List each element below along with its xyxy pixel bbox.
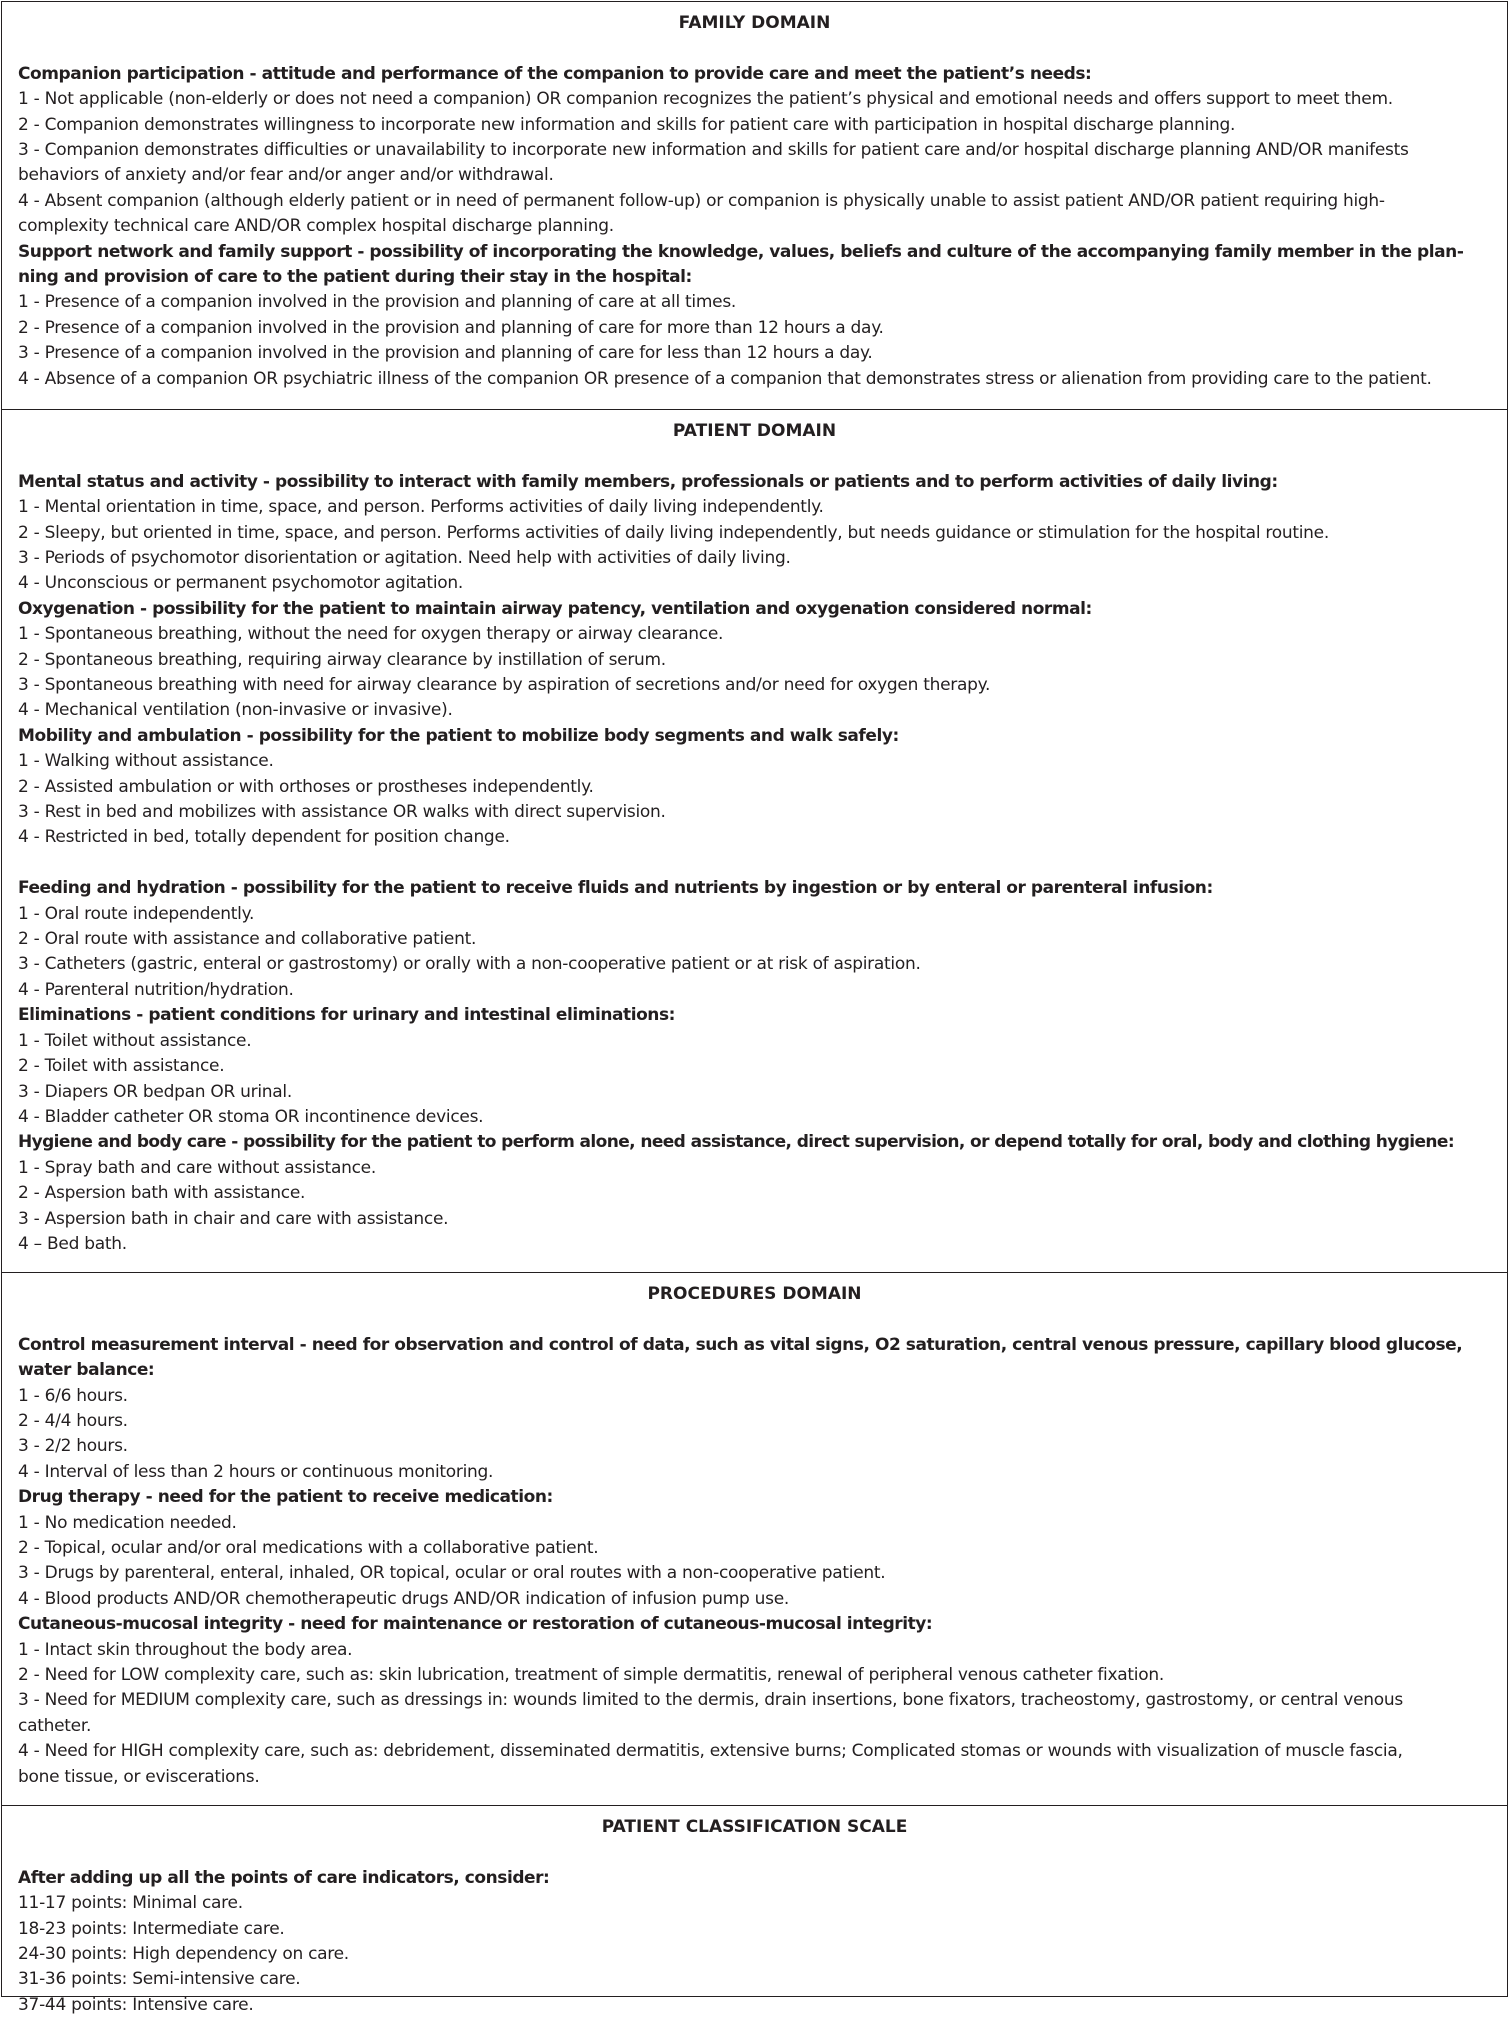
mobility-item: 1 - Walking without assistance. — [18, 751, 274, 772]
drug-therapy-item: 3 - Drugs by parenteral, enteral, inhaled, OR topical, ocular or oral routes with a non-cooperative patient. — [18, 1563, 886, 1584]
oxygenation-item: 2 - Spontaneous breathing, requiring airway clearance by instillation of serum. — [18, 649, 666, 670]
mental-status-item: 1 - Mental orientation in time, space, and person. Performs activities of daily living independently. — [18, 497, 824, 518]
family-domain-section — [2, 11, 1507, 410]
mental-status-heading: Mental status and activity - possibility to interact with family members, professionals or patients and to perform activities of daily living: — [18, 471, 1278, 492]
cutaneous-integrity-item: 1 - Intact skin throughout the body area. — [18, 1639, 353, 1660]
support-item: 2 - Presence of a companion involved in the provision and planning of care for more than 12 hours a day. — [18, 317, 884, 338]
feeding-item: 2 - Oral route with assistance and collaborative patient. — [18, 929, 477, 950]
control-interval-item: 4 - Interval of less than 2 hours or continuous monitoring. — [18, 1461, 494, 1482]
mental-status-item: 3 - Periods of psychomotor disorientation or agitation. Need help with activities of daily living. — [18, 548, 791, 568]
cutaneous-integrity-item: bone tissue, or eviscerations. — [18, 1766, 260, 1787]
control-interval-heading: water balance: — [18, 1360, 155, 1381]
control-interval-item: 1 - 6/6 hours. — [18, 1385, 128, 1406]
companion-item: complexity technical care AND/OR complex hospital discharge planning. — [18, 216, 614, 237]
mobility-item: 2 - Assisted ambulation or with orthoses or prostheses independently. — [18, 776, 594, 797]
feeding-heading: Feeding and hydration - possibility for the patient to receive fluids and nutrients by ingestion or by enteral or parenteral infusion: — [18, 878, 1213, 899]
scale-heading: After adding up all the points of care indicators, consider: — [18, 1867, 550, 1888]
eliminations-item: 3 - Diapers OR bedpan OR urinal. — [18, 1081, 292, 1102]
scale-item: 18-23 points: Intermediate care. — [18, 1918, 285, 1939]
oxygenation-item: 3 - Spontaneous breathing with need for airway clearance by aspiration of secretions and/or need for oxygen therapy. — [18, 675, 991, 696]
cutaneous-integrity-item: 4 - Need for HIGH complexity care, such as: debridement, disseminated dermatitis, extensive burns; Complicated stomas or wounds with visualization of muscle fascia, — [18, 1741, 1403, 1762]
hygiene-item: 2 - Aspersion bath with assistance. — [18, 1183, 306, 1204]
eliminations-item: 4 - Bladder catheter OR stoma OR incontinence devices. — [18, 1106, 484, 1127]
hygiene-item: 4 – Bed bath. — [18, 1233, 127, 1254]
cutaneous-integrity-item: 2 - Need for LOW complexity care, such as: skin lubrication, treatment of simple dermatitis, renewal of peripheral venous catheter fixation. — [18, 1665, 1164, 1686]
patient-domain-section — [2, 419, 1507, 1273]
family-domain-title: FAMILY DOMAIN — [678, 13, 831, 33]
scale-item: 37-44 points: Intensive care. — [18, 1994, 254, 2015]
scale-item: 24-30 points: High dependency on care. — [18, 1944, 349, 1964]
drug-therapy-item: 4 - Blood products AND/OR chemotherapeutic drugs AND/OR indication of infusion pump use. — [18, 1588, 790, 1609]
cutaneous-integrity-heading: Cutaneous-mucosal integrity - need for maintenance or restoration of cutaneous-mucosal integrity: — [18, 1614, 933, 1635]
eliminations-item: 2 - Toilet with assistance. — [18, 1056, 225, 1077]
companion-item: 1 - Not applicable (non-elderly or does not need a companion) OR companion recognizes the patient’s physical and emotional needs and offers support to meet them. — [18, 89, 1393, 110]
scale-item: 11-17 points: Minimal care. — [18, 1893, 243, 1914]
control-interval-item: 3 - 2/2 hours. — [18, 1436, 128, 1457]
support-network-heading: ning and provision of care to the patient during their stay in the hospital: — [18, 267, 692, 288]
support-item: 3 - Presence of a companion involved in the provision and planning of care for less than 12 hours a day. — [18, 343, 873, 364]
classification-scale-section — [2, 1815, 1507, 2031]
companion-item: 4 - Absent companion (although elderly patient or in need of permanent follow-up) or companion is physically unable to assist patient AND/OR patient requiring high- — [18, 190, 1385, 211]
drug-therapy-item: 2 - Topical, ocular and/or oral medications with a collaborative patient. — [18, 1538, 599, 1559]
support-item: 4 - Absence of a companion OR psychiatric illness of the companion OR presence of a companion that demonstrates stress or alienation from providing care to the patient. — [18, 368, 1432, 389]
drug-therapy-item: 1 - No medication needed. — [18, 1512, 237, 1533]
hygiene-item: 1 - Spray bath and care without assistance. — [18, 1157, 376, 1178]
support-network-heading: Support network and family support - possibility of incorporating the knowledge, values, beliefs and culture of the accompanying family member in the plan- — [18, 241, 1464, 262]
procedures-domain-section — [2, 1282, 1507, 1806]
mobility-heading: Mobility and ambulation - possibility for the patient to mobilize body segments and walk safely: — [18, 725, 899, 746]
mental-status-item: 2 - Sleepy, but oriented in time, space, and person. Performs activities of daily living independently, but needs guidance or stimulation for the hospital routine. — [18, 522, 1329, 543]
oxygenation-item: 4 - Mechanical ventilation (non-invasive or invasive). — [18, 700, 453, 721]
companion-participation-heading: Companion participation - attitude and performance of the companion to provide care and meet the patient’s needs: — [18, 63, 1092, 84]
control-interval-item: 2 - 4/4 hours. — [18, 1411, 128, 1431]
patient-domain-title: PATIENT DOMAIN — [672, 421, 837, 441]
mobility-item: 3 - Rest in bed and mobilizes with assistance OR walks with direct supervision. — [18, 802, 666, 823]
oxygenation-item: 1 - Spontaneous breathing, without the need for oxygen therapy or airway clearance. — [18, 624, 724, 645]
procedures-domain-title: PROCEDURES DOMAIN — [647, 1284, 862, 1304]
feeding-item: 1 - Oral route independently. — [18, 903, 255, 924]
eliminations-heading: Eliminations - patient conditions for urinary and intestinal eliminations: — [18, 1005, 675, 1026]
companion-item: 2 - Companion demonstrates willingness to incorporate new information and skills for patient care with participation in hospital discharge planning. — [18, 114, 1236, 135]
eliminations-item: 1 - Toilet without assistance. — [18, 1030, 252, 1051]
companion-item: behaviors of anxiety and/or fear and/or anger and/or withdrawal. — [18, 165, 554, 186]
oxygenation-heading: Oxygenation - possibility for the patient to maintain airway patency, ventilation and oxygenation considered normal: — [18, 598, 1092, 619]
support-item: 1 - Presence of a companion involved in the provision and planning of care at all times. — [18, 292, 737, 313]
cutaneous-integrity-item: 3 - Need for MEDIUM complexity care, such as dressings in: wounds limited to the dermis, drain insertions, bone fixators, tracheostomy, gastrostomy, or central venous — [18, 1690, 1403, 1711]
mobility-item: 4 - Restricted in bed, totally dependent for position change. — [18, 827, 510, 848]
scale-item: 31-36 points: Semi-intensive care. — [18, 1969, 301, 1990]
drug-therapy-heading: Drug therapy - need for the patient to receive medication: — [18, 1487, 553, 1508]
feeding-item: 3 - Catheters (gastric, enteral or gastrostomy) or orally with a non-cooperative patient or at risk of aspiration. — [18, 954, 921, 975]
control-interval-heading: Control measurement interval - need for observation and control of data, such as vital signs, O2 saturation, central venous pressure, capillary blood glucose, — [18, 1334, 1463, 1355]
mental-status-item: 4 - Unconscious or permanent psychomotor agitation. — [18, 573, 464, 594]
hygiene-item: 3 - Aspersion bath in chair and care with assistance. — [18, 1208, 449, 1229]
cutaneous-integrity-item: catheter. — [18, 1715, 92, 1736]
companion-item: 3 - Companion demonstrates difficulties or unavailability to incorporate new information and skills for patient care and/or hospital discharge planning AND/OR manifests — [18, 140, 1409, 160]
feeding-item: 4 - Parenteral nutrition/hydration. — [18, 979, 294, 1000]
hygiene-heading: Hygiene and body care - possibility for the patient to perform alone, need assistance, direct supervision, or depend totally for oral, body and clothing hygiene: — [18, 1132, 1455, 1153]
classification-scale-title: PATIENT CLASSIFICATION SCALE — [601, 1817, 908, 1837]
classification-document — [1, 1, 1508, 2015]
